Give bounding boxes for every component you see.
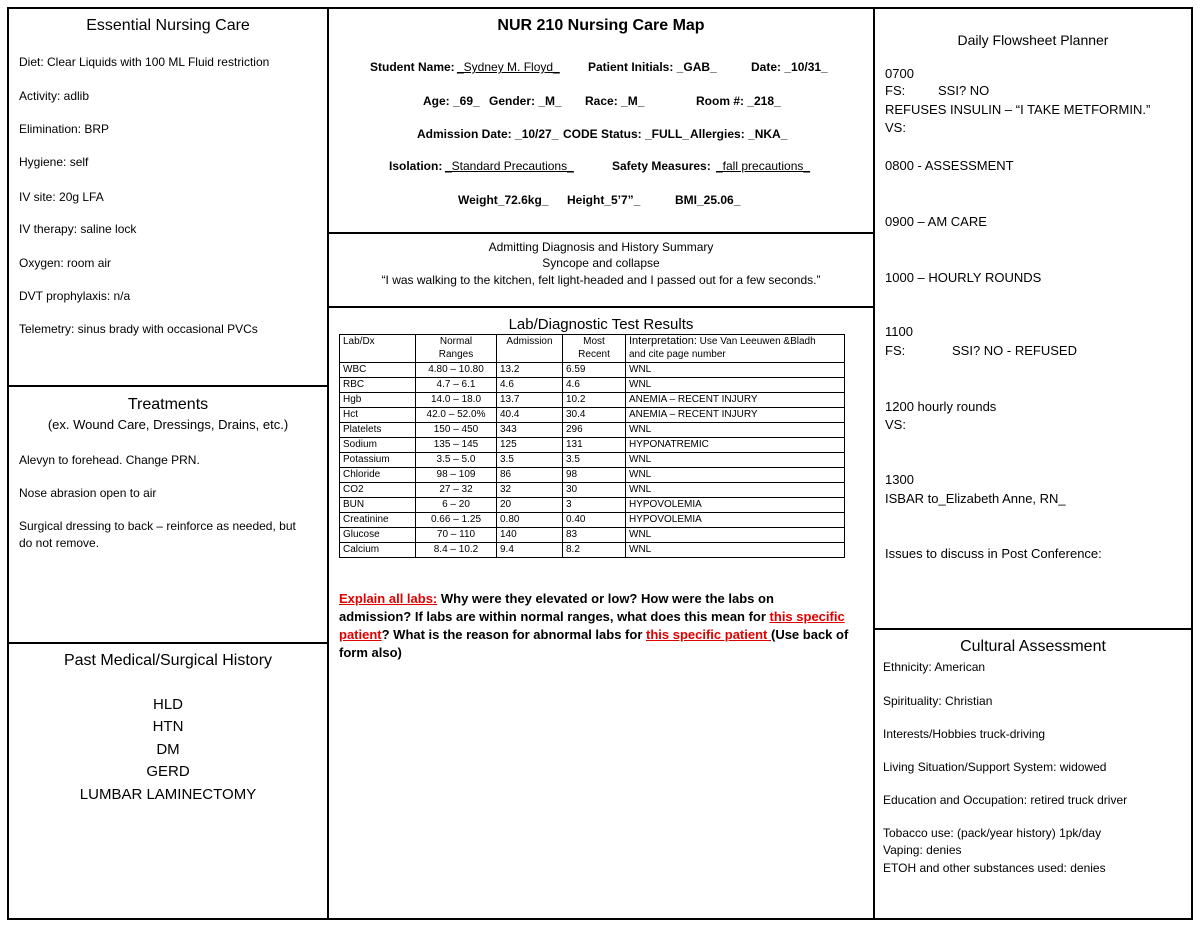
recent-cell: 296 <box>563 423 626 438</box>
lab-name-cell: CO2 <box>340 483 416 498</box>
refuses-insulin: REFUSES INSULIN – “I TAKE METFORMIN.” <box>885 102 1151 117</box>
interpretation-cell: HYPONATREMIC <box>626 438 845 453</box>
fs-1100: FS: <box>885 343 906 358</box>
treatment-item: Surgical dressing to back – reinforce as needed, but <box>19 519 296 533</box>
interpretation-cell: WNL <box>626 543 845 558</box>
height-field: Height_5’7”_ <box>567 193 641 207</box>
this-specific-emphasis: this specific <box>769 609 845 624</box>
header-most: Most <box>583 336 605 347</box>
room-field: Room #: _218_ <box>696 94 781 108</box>
lab-name-cell: Sodium <box>340 438 416 453</box>
elimination-item: Elimination: BRP <box>19 122 110 136</box>
dvt-item: DVT prophylaxis: n/a <box>19 289 131 303</box>
time-0700: 0700 <box>885 66 914 81</box>
explain-text: admission? If labs are within normal ranges, what does this mean for <box>339 609 770 624</box>
header-interpretation <box>626 335 845 363</box>
this-specific-patient-emphasis: this specific patient <box>646 627 771 642</box>
table-row <box>340 378 845 393</box>
lab-name-cell: Potassium <box>340 453 416 468</box>
admission-cell: 4.6 <box>497 378 563 393</box>
admission-cell: 20 <box>497 498 563 513</box>
normal-range-cell: 14.0 – 18.0 <box>416 393 497 408</box>
treatment-item: Alevyn to forehead. Change PRN. <box>19 453 200 467</box>
post-conference-issues: Issues to discuss in Post Conference: <box>885 546 1102 561</box>
isbar-handoff: ISBAR to_Elizabeth Anne, RN_ <box>885 491 1066 506</box>
history-item: DM <box>156 741 180 758</box>
history-item: HTN <box>152 718 184 735</box>
isolation-label: Isolation: <box>389 159 443 173</box>
ssi-0700: SSI? NO <box>938 83 990 98</box>
lab-name-cell: WBC <box>340 363 416 378</box>
normal-range-cell: 4.80 – 10.80 <box>416 363 497 378</box>
table-row <box>340 363 845 378</box>
normal-range-cell: 6 – 20 <box>416 498 497 513</box>
time-1300: 1300 <box>885 472 914 487</box>
normal-range-cell: 150 – 450 <box>416 423 497 438</box>
history-title: Past Medical/Surgical History <box>63 652 273 669</box>
normal-range-cell: 4.7 – 6.1 <box>416 378 497 393</box>
hygiene-item: Hygiene: self <box>19 155 89 169</box>
admission-cell: 9.4 <box>497 543 563 558</box>
fs-0700: FS: <box>885 83 906 98</box>
recent-cell: 8.2 <box>563 543 626 558</box>
table-row <box>340 423 845 438</box>
explain-line-4 <box>339 644 848 662</box>
gender-field: Gender: _M_ <box>489 94 562 108</box>
history-item: HLD <box>152 696 183 713</box>
recent-cell: 3 <box>563 498 626 513</box>
allergies-field: Allergies: _NKA_ <box>690 127 788 141</box>
vs-1200: VS: <box>885 417 906 432</box>
table-row <box>340 393 845 408</box>
patient-emphasis: patient <box>339 627 382 642</box>
admission-date-field: Admission Date: _10/27_ <box>417 127 559 141</box>
patient-initials: Patient Initials: _GAB_ <box>588 60 717 74</box>
treatment-item: Nose abrasion open to air <box>19 486 157 500</box>
explain-text: (Use back of <box>770 627 849 642</box>
header-ranges: Ranges <box>438 349 474 360</box>
header-normal: Normal <box>439 336 473 347</box>
table-row <box>340 483 845 498</box>
safety-label: Safety Measures: <box>612 159 711 173</box>
patient-quote: “I was walking to the kitchen, felt light-headed and I passed out for a few seconds.” <box>381 273 821 287</box>
flowsheet-title: Daily Flowsheet Planner <box>957 32 1109 48</box>
table-row <box>340 498 845 513</box>
interpretation-cell: WNL <box>626 453 845 468</box>
interpretation-cell: HYPOVOLEMIA <box>626 513 845 528</box>
explain-line-3 <box>339 626 848 644</box>
etoh-item: ETOH and other substances used: denies <box>883 861 1106 875</box>
bmi-field: BMI_25.06_ <box>675 193 741 207</box>
diagnosis-value: Syncope and collapse <box>542 256 660 270</box>
admission-cell: 140 <box>497 528 563 543</box>
normal-range-cell: 3.5 – 5.0 <box>416 453 497 468</box>
recent-cell: 3.5 <box>563 453 626 468</box>
recent-cell: 83 <box>563 528 626 543</box>
table-row <box>340 528 845 543</box>
activity-item: Activity: adlib <box>19 89 90 103</box>
time-1100: 1100 <box>885 324 913 339</box>
header-most-recent <box>563 335 626 363</box>
history-item: LUMBAR LAMINECTOMY <box>79 786 257 803</box>
interpretation-cell: ANEMIA – RECENT INJURY <box>626 393 845 408</box>
admission-cell: 13.7 <box>497 393 563 408</box>
labs-title: Lab/Diagnostic Test Results <box>508 316 694 333</box>
recent-cell: 131 <box>563 438 626 453</box>
iv-site-item: IV site: 20g LFA <box>19 190 104 204</box>
admission-cell: 13.2 <box>497 363 563 378</box>
explain-line-2 <box>339 608 848 626</box>
normal-range-cell: 0.66 – 1.25 <box>416 513 497 528</box>
essential-title: Essential Nursing Care <box>86 17 250 34</box>
page-title: NUR 210 Nursing Care Map <box>497 17 705 34</box>
education-item: Education and Occupation: retired truck driver <box>883 793 1128 807</box>
interests-item: Interests/Hobbies truck-driving <box>883 727 1046 741</box>
ethnicity-item: Ethnicity: American <box>883 660 986 674</box>
vaping-item: Vaping: denies <box>883 843 962 857</box>
patient-header-panel <box>327 7 875 234</box>
interpretation-cell: WNL <box>626 378 845 393</box>
treatments-subtitle: (ex. Wound Care, Dressings, Drains, etc.) <box>47 417 289 432</box>
recent-cell: 30 <box>563 483 626 498</box>
header-interp-ref: Use Van Leeuwen &Bladh <box>699 336 816 347</box>
telemetry-item: Telemetry: sinus brady with occasional PVCs <box>19 322 258 336</box>
admission-cell: 0.80 <box>497 513 563 528</box>
table-row <box>340 543 845 558</box>
interpretation-cell: WNL <box>626 483 845 498</box>
recent-cell: 30.4 <box>563 408 626 423</box>
interpretation-cell: ANEMIA – RECENT INJURY <box>626 408 845 423</box>
lab-results-table <box>339 334 845 558</box>
normal-range-cell: 70 – 110 <box>416 528 497 543</box>
iv-therapy-item: IV therapy: saline lock <box>19 222 137 236</box>
table-row <box>340 438 845 453</box>
recent-cell: 10.2 <box>563 393 626 408</box>
admission-cell: 40.4 <box>497 408 563 423</box>
student-name-label: Student Name: <box>370 60 455 74</box>
code-status-field: CODE Status: _FULL_ <box>563 127 690 141</box>
essential-nursing-care-panel <box>7 7 329 387</box>
diagnosis-panel <box>327 232 875 308</box>
interpretation-cell: HYPOVOLEMIA <box>626 498 845 513</box>
explain-text: form also) <box>339 645 402 660</box>
oxygen-item: Oxygen: room air <box>19 256 112 270</box>
interpretation-cell: WNL <box>626 423 845 438</box>
normal-range-cell: 8.4 – 10.2 <box>416 543 497 558</box>
explain-labs-heading: Explain all labs: <box>339 591 438 606</box>
lab-name-cell: Hgb <box>340 393 416 408</box>
lab-name-cell: Glucose <box>340 528 416 543</box>
admission-cell: 32 <box>497 483 563 498</box>
admission-cell: 3.5 <box>497 453 563 468</box>
table-row <box>340 408 845 423</box>
treatments-title: Treatments <box>127 396 209 413</box>
header-normal-ranges <box>416 335 497 363</box>
table-header-row <box>340 335 845 363</box>
student-name-value: _Sydney M. Floyd_ <box>457 60 560 74</box>
recent-cell: 6.59 <box>563 363 626 378</box>
admission-cell: 86 <box>497 468 563 483</box>
table-row <box>340 468 845 483</box>
weight-field: Weight_72.6kg_ <box>458 193 549 207</box>
time-1000: 1000 – HOURLY ROUNDS <box>885 270 1042 285</box>
header-recent: Recent <box>578 349 610 360</box>
normal-range-cell: 135 – 145 <box>416 438 497 453</box>
race-field: Race: _M_ <box>585 94 645 108</box>
medical-history-panel <box>7 642 329 920</box>
safety-value: _fall precautions_ <box>716 159 811 173</box>
vs-0700: VS: <box>885 120 906 135</box>
admission-cell: 125 <box>497 438 563 453</box>
normal-range-cell: 42.0 – 52.0% <box>416 408 497 423</box>
treatment-item: do not remove. <box>19 536 100 550</box>
history-item: GERD <box>146 763 190 780</box>
lab-name-cell: Hct <box>340 408 416 423</box>
normal-range-cell: 27 – 32 <box>416 483 497 498</box>
header-lab: Lab/Dx <box>340 335 416 363</box>
explain-labs-text <box>339 590 848 662</box>
cultural-title: Cultural Assessment <box>960 638 1106 655</box>
table-row <box>340 453 845 468</box>
spirituality-item: Spirituality: Christian <box>883 694 993 708</box>
table-row <box>340 513 845 528</box>
normal-range-cell: 98 – 109 <box>416 468 497 483</box>
diagnosis-title: Admitting Diagnosis and History Summary <box>488 240 714 254</box>
tobacco-item: Tobacco use: (pack/year history) 1pk/day <box>883 826 1102 840</box>
explain-text: Why were they elevated or low? How were the labs on <box>437 591 774 606</box>
interpretation-cell: WNL <box>626 363 845 378</box>
explain-line-1 <box>339 590 848 608</box>
header-interp: Interpretation: <box>629 335 697 347</box>
cultural-assessment-panel <box>873 628 1193 920</box>
lab-name-cell: BUN <box>340 498 416 513</box>
header-interp-cite: and cite page number <box>629 349 726 360</box>
treatments-panel <box>7 385 329 644</box>
header-admission: Admission <box>497 335 563 363</box>
isolation-value: _Standard Precautions_ <box>445 159 574 173</box>
lab-name-cell: Calcium <box>340 543 416 558</box>
flowsheet-panel <box>873 7 1193 630</box>
time-0800: 0800 - ASSESSMENT <box>885 158 1014 173</box>
lab-name-cell: Chloride <box>340 468 416 483</box>
age-field: Age: _69_ <box>423 94 480 108</box>
date-field: Date: _10/31_ <box>751 60 828 74</box>
explain-text: ? What is the reason for abnormal labs for <box>381 627 646 642</box>
living-item: Living Situation/Support System: widowed <box>883 760 1107 774</box>
recent-cell: 98 <box>563 468 626 483</box>
lab-name-cell: Platelets <box>340 423 416 438</box>
recent-cell: 4.6 <box>563 378 626 393</box>
interpretation-cell: WNL <box>626 528 845 543</box>
recent-cell: 0.40 <box>563 513 626 528</box>
diet-item: Diet: Clear Liquids with 100 ML Fluid restriction <box>19 55 270 69</box>
ssi-1100: SSI? NO - REFUSED <box>952 343 1077 358</box>
lab-name-cell: Creatinine <box>340 513 416 528</box>
admission-cell: 343 <box>497 423 563 438</box>
lab-name-cell: RBC <box>340 378 416 393</box>
interpretation-cell: WNL <box>626 468 845 483</box>
time-0900: 0900 – AM CARE <box>885 214 987 229</box>
time-1200: 1200 hourly rounds <box>885 399 997 414</box>
